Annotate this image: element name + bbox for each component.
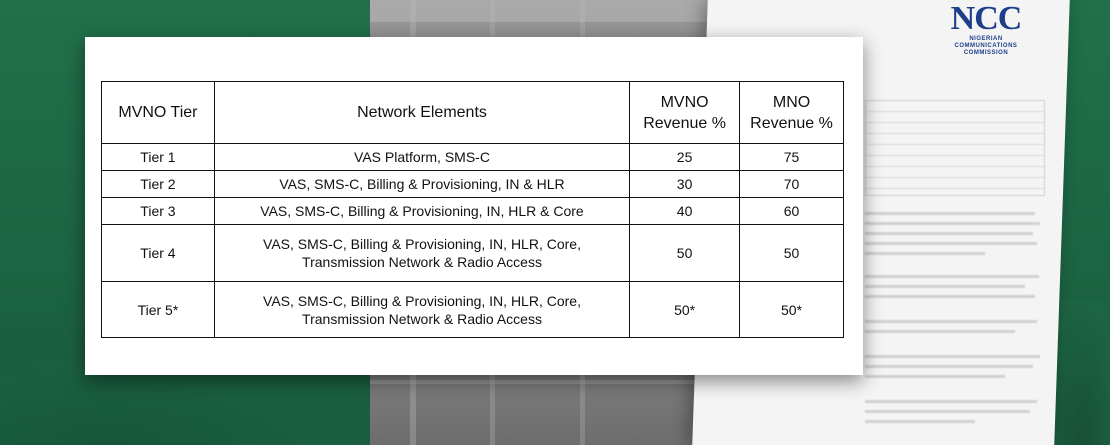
- cell-mno-revenue: 70: [740, 171, 844, 198]
- cell-network-elements: VAS, SMS-C, Billing & Provisioning, IN, HLR, Core, Transmission Network & Radio Access: [214, 282, 629, 338]
- cell-mvno-revenue: 40: [630, 198, 740, 225]
- table-row: [102, 225, 844, 282]
- cell-network-elements: VAS, SMS-C, Billing & Provisioning, IN & HLR: [214, 171, 629, 198]
- cell-tier: Tier 3: [102, 198, 215, 225]
- logo-text: NCC: [950, 0, 1022, 37]
- cell-mno-revenue: 60: [740, 198, 844, 225]
- table-header-row: [102, 82, 844, 144]
- header-network-elements: Network Elements: [214, 82, 629, 144]
- mvno-tier-table: [101, 81, 844, 338]
- logo-subtitle-1: NIGERIAN: [969, 36, 1003, 42]
- cell-network-elements: VAS, SMS-C, Billing & Provisioning, IN, HLR, Core, Transmission Network & Radio Access: [214, 225, 629, 282]
- logo-subtitle-2: COMMUNICATIONS: [954, 43, 1018, 49]
- ncc-logo: [945, 2, 1027, 58]
- cell-mvno-revenue: 25: [630, 144, 740, 171]
- cell-tier: Tier 4: [102, 225, 215, 282]
- cell-mno-revenue: 50: [740, 225, 844, 282]
- cell-tier: Tier 1: [102, 144, 215, 171]
- header-mvno-revenue: MVNO Revenue %: [630, 82, 740, 144]
- cell-mvno-revenue: 30: [630, 171, 740, 198]
- cell-tier: Tier 2: [102, 171, 215, 198]
- cell-mvno-revenue: 50: [630, 225, 740, 282]
- cell-tier: Tier 5*: [102, 282, 215, 338]
- header-mno-revenue: MNO Revenue %: [740, 82, 844, 144]
- cell-mno-revenue: 50*: [740, 282, 844, 338]
- logo-subtitle-3: COMMISSION: [963, 50, 1009, 56]
- table-row: [102, 171, 844, 198]
- cell-mvno-revenue: 50*: [630, 282, 740, 338]
- cell-network-elements: VAS Platform, SMS-C: [214, 144, 629, 171]
- cell-mno-revenue: 75: [740, 144, 844, 171]
- table-row: [102, 144, 844, 171]
- header-mvno-tier: MVNO Tier: [102, 82, 215, 144]
- tier-table-card: [85, 37, 863, 375]
- table-row: [102, 282, 844, 338]
- blurred-document-text: [865, 100, 1045, 445]
- blurred-mini-table: [865, 100, 1045, 196]
- cell-network-elements: VAS, SMS-C, Billing & Provisioning, IN, HLR & Core: [214, 198, 629, 225]
- table-row: [102, 198, 844, 225]
